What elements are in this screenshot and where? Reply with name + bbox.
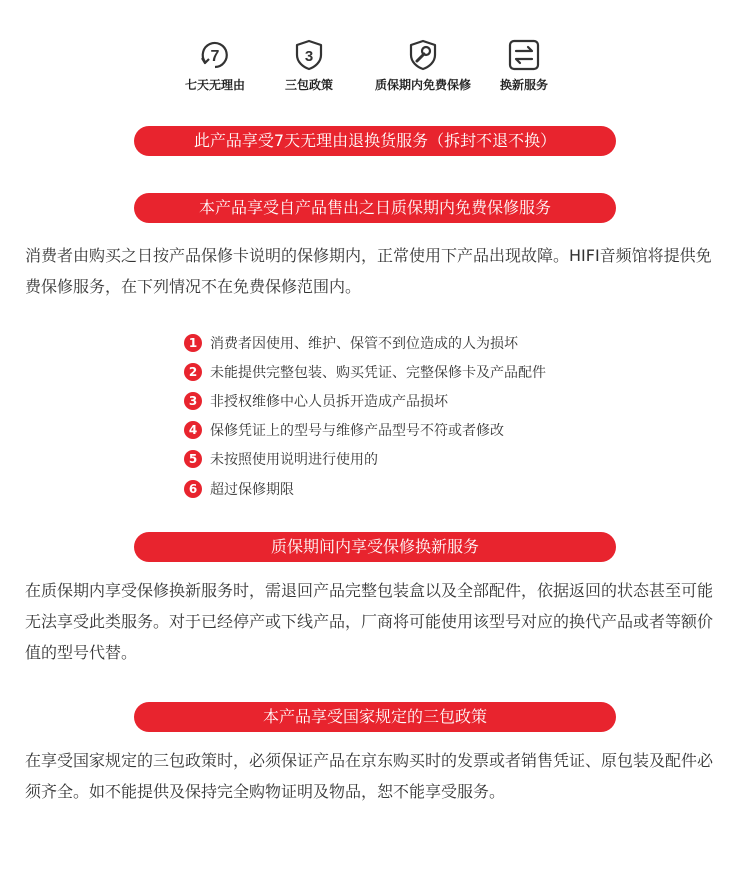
exchange-icon — [507, 38, 541, 72]
warranty-exclusion-list — [184, 328, 654, 503]
exchange-banner: 质保期间内享受保修换新服务 — [134, 532, 616, 562]
list-item-text: 超过保修期限 — [210, 481, 294, 498]
seven-days-icon — [198, 38, 232, 72]
number-badge: 3 — [184, 392, 202, 410]
list-item — [184, 328, 654, 357]
list-item — [184, 357, 654, 386]
warranty-banner: 本产品享受自产品售出之日质保期内免费保修服务 — [134, 193, 616, 223]
exchange-text: 在质保期内享受保修换新服务时，需退回产品完整包装盒以及全部配件，依据返回的状态甚至可能无法享受此类服务。对于已经停产或下线产品，厂商将可能使用该型号对应的换代产品或者等额价值的型号代替。 — [25, 581, 714, 662]
list-item-text: 保修凭证上的型号与维修产品型号不符或者修改 — [210, 423, 504, 440]
feature-exchange — [469, 38, 579, 93]
three-guarantees-icon — [292, 38, 326, 72]
number-badge: 4 — [184, 421, 202, 439]
list-item — [184, 416, 654, 445]
list-item — [184, 474, 654, 503]
number-badge: 5 — [184, 450, 202, 468]
three-guarantees-text: 在享受国家规定的三包政策时，必须保证产品在京东购买时的发票或者销售凭证、原包装及配件必须齐全。如不能提供及保持完全购物证明及物品，恕不能享受服务。 — [25, 751, 714, 801]
list-item-text: 消费者因使用、维护、保管不到位造成的人为损坏 — [210, 335, 518, 352]
list-item-text: 未能提供完整包装、购买凭证、完整保修卡及产品配件 — [210, 364, 546, 381]
warranty-intro: 消费者由购买之日按产品保修卡说明的保修期内，正常使用下产品出现故障。HIFI音频馆将提供免费保修服务，在下列情况不在免费保修范围内。 — [25, 246, 712, 296]
list-item — [184, 445, 654, 474]
number-badge: 2 — [184, 363, 202, 381]
feature-label: 三包政策 — [284, 78, 333, 92]
feature-three-guarantees — [254, 38, 364, 93]
list-item-text: 未按照使用说明进行使用的 — [210, 452, 378, 469]
number-badge: 6 — [184, 480, 202, 498]
warranty-repair-icon — [406, 38, 440, 72]
return-policy-banner: 此产品享受7天无理由退换货服务（拆封不退不换） — [134, 126, 616, 156]
list-item-text: 非授权维修中心人员拆开造成产品损坏 — [210, 393, 448, 410]
list-item — [184, 386, 654, 415]
svg-text:3: 3 — [304, 48, 314, 65]
feature-label: 换新服务 — [499, 78, 548, 92]
svg-text:7: 7 — [210, 48, 220, 65]
number-badge: 1 — [184, 334, 202, 352]
feature-label: 七天无理由 — [184, 78, 245, 92]
three-guarantees-banner: 本产品享受国家规定的三包政策 — [134, 702, 616, 732]
feature-label: 质保期内免费保修 — [374, 78, 471, 92]
feature-warranty-repair — [368, 38, 478, 93]
